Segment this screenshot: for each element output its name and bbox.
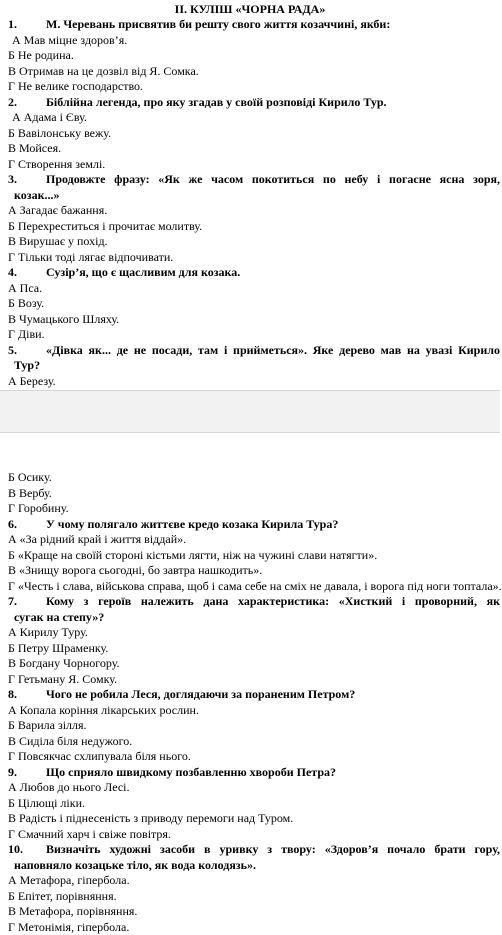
question-text: Чого не робила Леся, доглядаючи за пораненим Петром? (46, 687, 500, 703)
document-page-1 (0, 0, 500, 390)
question-line (0, 343, 500, 359)
question-number: 4. (8, 265, 46, 281)
answer-option: В Метафора, порівняння. (0, 904, 500, 920)
question-continuation: Тур? (0, 358, 500, 374)
answer-option: А «За рідний край і життя віддай». (0, 532, 500, 548)
question-number: 2. (8, 95, 46, 111)
answer-option: Г Метонімія, гіпербола. (0, 920, 500, 935)
answer-option: В Сиділа біля недужого. (0, 734, 500, 750)
answer-option: Г Діви. (0, 327, 500, 343)
page-gap (0, 390, 500, 433)
question-number: 1. (8, 17, 46, 33)
question-continuation: козак...» (0, 188, 500, 204)
answer-option: В Богдану Чорногору. (0, 656, 500, 672)
question-number: 8. (8, 687, 46, 703)
answer-option: Б Цілющі ліки. (0, 796, 500, 812)
document-title: ІІ. КУЛІШ «ЧОРНА РАДА» (0, 1, 500, 17)
answer-option: А Загадає бажання. (0, 203, 500, 219)
answer-option: Г Тільки тоді лягає відпочивати. (0, 250, 500, 266)
question-text: Що сприяло швидкому позбавленню хвороби Петра? (46, 765, 500, 781)
question-line (0, 594, 500, 610)
question-line (0, 265, 500, 281)
answer-option: В Вербу. (0, 486, 500, 502)
question-text: Визначіть художні засоби в уривку з твору: «Здоров’я почало брати гору, (46, 842, 500, 858)
answer-option: А Березу. (0, 374, 500, 390)
answer-option: В Вирушає у похід. (0, 234, 500, 250)
document-page-2 (0, 433, 500, 926)
answer-option: В Мойсея. (0, 141, 500, 157)
question-number: 10. (8, 842, 46, 858)
question-text: Продовжте фразу: «Як же часом покотиться по небу і погасне ясна зоря, (46, 172, 500, 188)
question-text: Кому з героїв належить дана характеристика: «Хисткий і проворний, як (46, 594, 500, 610)
answer-option: Г Не велике господарство. (0, 79, 500, 95)
answer-option: В «Знищу ворога сьогодні, бо завтра нашкодить». (0, 563, 500, 579)
page-top-margin (0, 433, 500, 470)
questions-block-2 (0, 470, 500, 935)
answer-option: Г Горобину. (0, 501, 500, 517)
answer-option: Б Возу. (0, 296, 500, 312)
answer-option: В Чумацького Шляху. (0, 312, 500, 328)
question-line (0, 17, 500, 33)
question-number: 9. (8, 765, 46, 781)
answer-option: Г Повсякчас схлипувала біля нього. (0, 749, 500, 765)
answer-option: Г «Честь і слава, військова справа, щоб і сама себе на сміх не давала, і ворога під ноги топтала». (0, 579, 500, 595)
answer-option: А Адама і Єву. (0, 110, 500, 126)
answer-option: Г Гетьману Я. Сомку. (0, 672, 500, 688)
question-text: У чому полягало життєве кредо козака Кирила Тура? (46, 517, 500, 533)
question-text: «Дівка як... де не посади, там і прийметься». Яке дерево мав на увазі Кирило (46, 343, 500, 359)
answer-option: А Мав міцне здоров’я. (0, 33, 500, 49)
answer-option: Б Петру Шраменку. (0, 641, 500, 657)
answer-option: Б Вавілонську вежу. (0, 126, 500, 142)
questions-block-1 (0, 17, 500, 389)
answer-option: Б Епітет, порівняння. (0, 889, 500, 905)
question-number: 7. (8, 594, 46, 610)
answer-option: В Радість і піднесеність з приводу перемоги над Туром. (0, 811, 500, 827)
question-line (0, 95, 500, 111)
question-text: Біблійна легенда, про яку згадав у своїй розповіді Кирило Тур. (46, 95, 500, 111)
question-line (0, 172, 500, 188)
answer-option: В Отримав на це дозвіл від Я. Сомка. (0, 64, 500, 80)
question-continuation: сугак на степу»? (0, 610, 500, 626)
question-line (0, 842, 500, 858)
question-number: 6. (8, 517, 46, 533)
answer-option: А Копала коріння лікарських рослин. (0, 703, 500, 719)
answer-option: А Метафора, гіпербола. (0, 873, 500, 889)
answer-option: А Пса. (0, 281, 500, 297)
question-text: М. Черевань присвятив би решту свого життя козаччині, якби: (46, 17, 500, 33)
question-number: 5. (8, 343, 46, 359)
answer-option: Б Варила зілля. (0, 718, 500, 734)
question-text: Сузір’я, що є щасливим для козака. (46, 265, 500, 281)
question-line (0, 517, 500, 533)
question-line (0, 687, 500, 703)
answer-option: А Любов до нього Лесі. (0, 780, 500, 796)
question-line (0, 765, 500, 781)
answer-option: Г Створення землі. (0, 157, 500, 173)
answer-option: Б Осику. (0, 470, 500, 486)
answer-option: Г Смачний харч і свіже повітря. (0, 827, 500, 843)
answer-option: Б «Краще на своїй стороні кістьми лягти, ніж на чужині слави натягти». (0, 548, 500, 564)
question-continuation: наповняло козацьке тіло, як вода колодязь». (0, 858, 500, 874)
answer-option: Б Не родина. (0, 48, 500, 64)
question-number: 3. (8, 172, 46, 188)
answer-option: А Кирилу Туру. (0, 625, 500, 641)
answer-option: Б Перехреститься і прочитає молитву. (0, 219, 500, 235)
